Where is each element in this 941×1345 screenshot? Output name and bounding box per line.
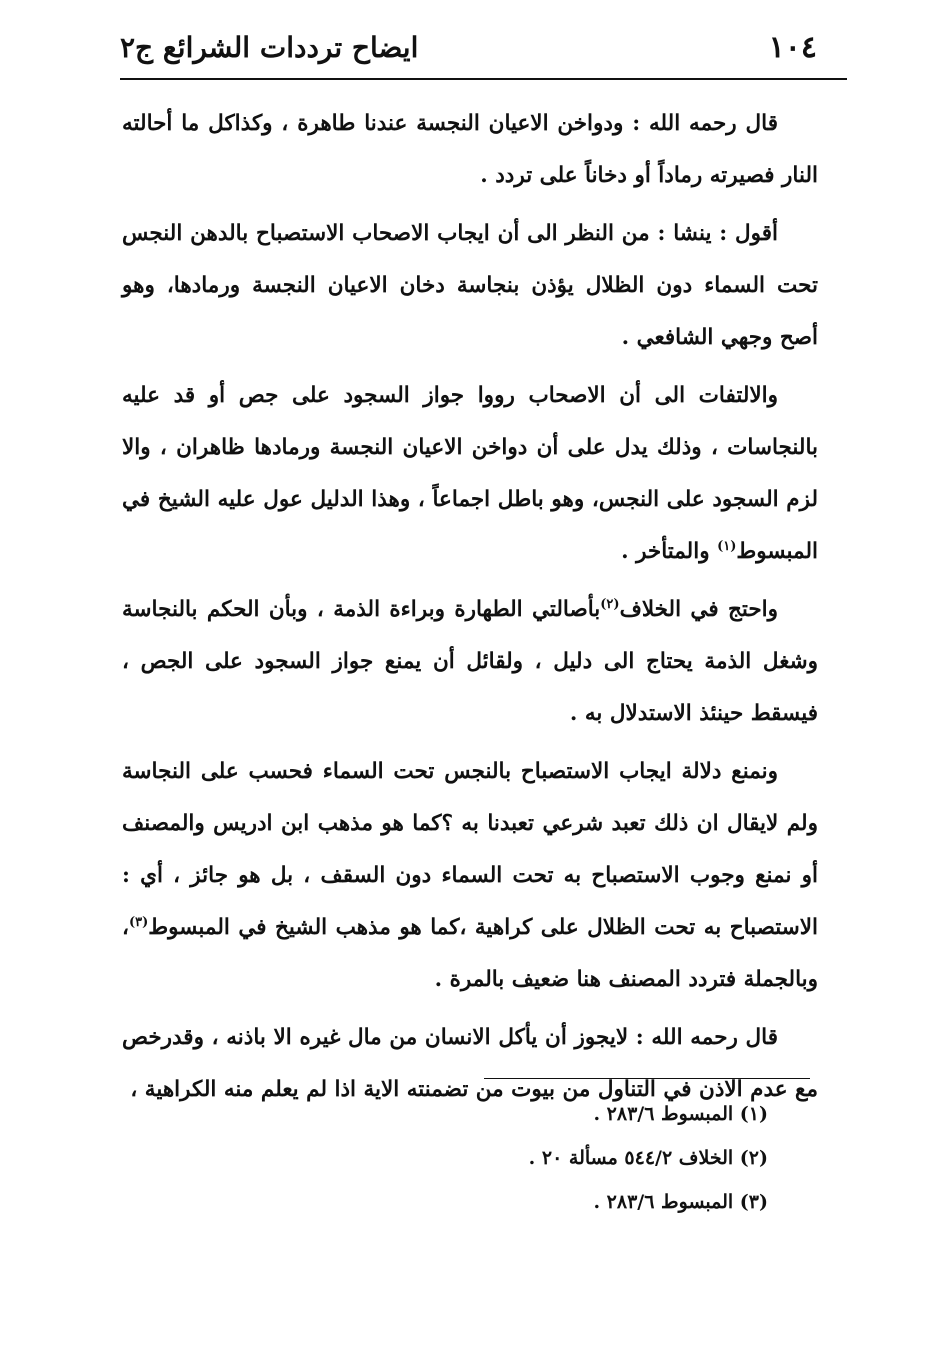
paragraph (122, 584, 818, 740)
running-title: ايضاح ترددات الشرائع ج٢ (120, 30, 419, 64)
paragraph-text: ونمنع دلالة ايجاب الاستصباح بالنجس تحت السماء فحسب على النجاسة ولم لايقال ان ذلك تعبد شرعي تعبدنا به ؟كما هو مذهب ابن ادريس والمصنف أو نمنع وجوب الاستصباح به تحت السماء دون السقف ، بل هو جائز ، أي : الاستصباح به تحت الظلال على كراهية ،كما هو مذهب الشيخ في المبسوط (122, 759, 818, 940)
paragraph-text-continued: ، وبالجملة فتردد المصنف هنا ضعيف بالمرة . (122, 915, 818, 992)
paragraph-text: قال رحمه الله : ودواخن الاعيان النجسة عندنا طاهرة ، وكذاكل ما أحالته النار فصيرته رماداً أو دخاناً على تردد . (122, 111, 818, 188)
paragraph-text-continued: بأصالتي الطهارة وبراءة الذمة ، وبأن الحكم بالنجاسة وشغل الذمة يحتاج الى دليل ، ولقائل أن يمنع جواز السجود على الجص ، فيسقط حينئذ الاستدلال به . (122, 597, 818, 726)
footnote-ref: (٢) (600, 596, 620, 612)
page-number: ١٠٤ (768, 29, 817, 65)
paragraph-text: واحتج في الخلاف (619, 597, 779, 622)
footnote-ref: (١) (717, 538, 737, 554)
paragraph-text-continued: والمتأخر . (621, 539, 718, 564)
paragraph-text: قال رحمه الله : لايجوز أن يأكل الانسان من مال غيره الا باذنه ، وقدرخص مع عدم الاذن في التناول من بيوت من تضمنته الاية اذا لم يعلم منه الكراهية ، (122, 1025, 818, 1102)
paragraph (122, 746, 818, 1006)
paragraph (122, 370, 818, 578)
body-text (122, 98, 818, 1122)
footnote: (١) المبسوط ٢٨٣/٦ . (593, 1103, 768, 1125)
paragraph-text: أقول : ينشا : من النظر الى أن ايجاب الاصحاب الاستصباح بالدهن النجس تحت السماء دون الظلال يؤذن بنجاسة دخان الاعيان النجسة ورمادها، وهو أصح وجهي الشافعي . (122, 221, 818, 350)
paragraph (122, 98, 818, 202)
footnote: (٣) المبسوط ٢٨٣/٦ . (593, 1191, 768, 1213)
footnote-rule (484, 1078, 810, 1079)
paragraph (122, 208, 818, 364)
page-header (120, 22, 817, 72)
header-rule (120, 78, 847, 80)
footnote-ref: (٣) (128, 914, 149, 930)
footnotes (300, 1092, 768, 1224)
paragraph-text: والالتفات الى أن الاصحاب رووا جواز السجود على جص أو قد عليه بالنجاسات ، وذلك يدل على أن دواخن الاعيان النجسة ورمادها ظاهران ، والا لزم السجود على النجس، وهو باطل اجماعاً ، وهذا الدليل عول عليه الشيخ في المبسوط (122, 383, 818, 564)
footnote: (٢) الخلاف ٥٤٤/٢ مسألة ٢٠ . (528, 1147, 768, 1169)
